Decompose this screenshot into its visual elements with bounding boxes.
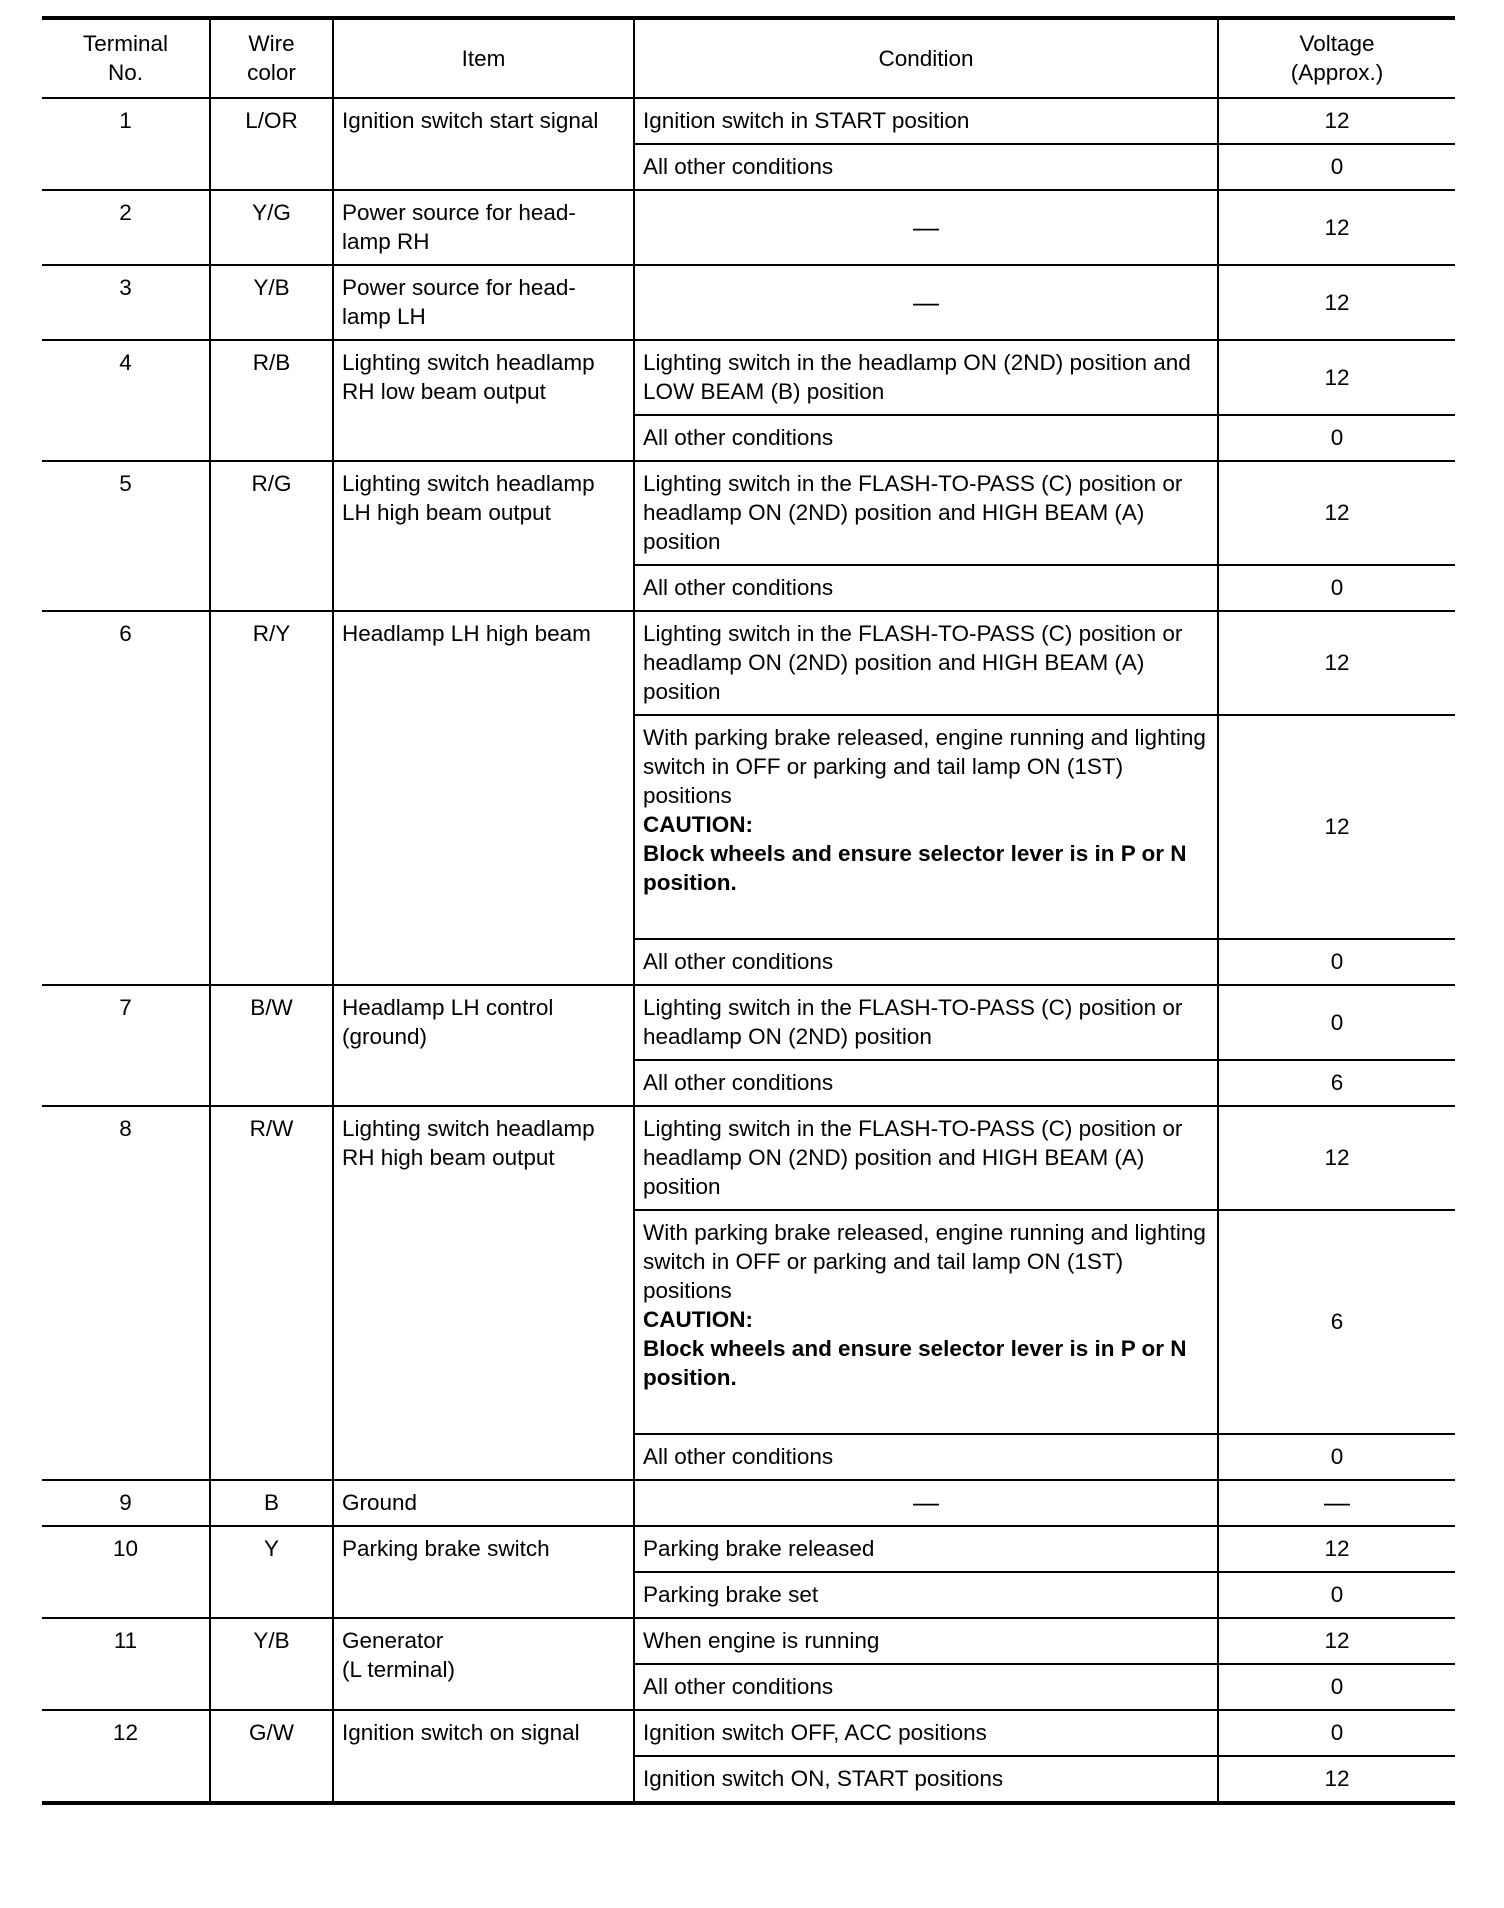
table-row	[42, 1710, 1455, 1756]
condition-text: Lighting switch in the FLASH-TO-PASS (C) position or headlamp ON (2ND) position and HIGH BEAM (A) position	[643, 471, 1183, 554]
item-line: Parking brake switch	[342, 1536, 550, 1561]
header-terminal-no	[42, 18, 210, 98]
item-cell	[333, 340, 634, 461]
voltage-cell: 0	[1218, 939, 1455, 985]
header-voltage	[1218, 18, 1455, 98]
wire-color-cell: Y/G	[210, 190, 333, 265]
item-line: Lighting switch headlamp	[342, 1116, 595, 1141]
condition-cell	[634, 1756, 1218, 1803]
header-wire-line2: color	[247, 60, 296, 85]
terminal-number-cell: 9	[42, 1480, 210, 1526]
condition-cell	[634, 985, 1218, 1060]
condition-text: Parking brake set	[643, 1582, 819, 1607]
voltage-cell: 12	[1218, 190, 1455, 265]
condition-text: All other conditions	[643, 154, 834, 179]
voltage-cell: 12	[1218, 715, 1455, 939]
condition-text: All other conditions	[643, 1674, 834, 1699]
condition-cell	[634, 415, 1218, 461]
header-terminal-line2: No.	[107, 60, 143, 85]
voltage-cell: 0	[1218, 1664, 1455, 1710]
voltage-cell: 12	[1218, 611, 1455, 715]
condition-cell	[634, 565, 1218, 611]
terminal-number-cell: 4	[42, 340, 210, 461]
header-wire-line1: Wire	[248, 31, 295, 56]
wire-color-cell: B/W	[210, 985, 333, 1106]
condition-text: —	[913, 286, 939, 317]
terminal-number-cell: 3	[42, 265, 210, 340]
table-row	[42, 1526, 1455, 1572]
condition-cell	[634, 939, 1218, 985]
voltage-cell: 12	[1218, 340, 1455, 415]
item-line: lamp LH	[342, 304, 426, 329]
header-condition: Condition	[634, 18, 1218, 98]
wire-color-cell: L/OR	[210, 98, 333, 190]
item-line: Ignition switch start signal	[342, 108, 599, 133]
condition-text: With parking brake released, engine running and lighting switch in OFF or parking and tail lamp ON (1ST) positions	[643, 1220, 1206, 1303]
voltage-cell: 6	[1218, 1210, 1455, 1434]
item-line: lamp RH	[342, 229, 430, 254]
condition-cell	[634, 1434, 1218, 1480]
table-row	[42, 190, 1455, 265]
condition-cell	[634, 1664, 1218, 1710]
item-line: (ground)	[342, 1024, 428, 1049]
item-line: (L terminal)	[342, 1657, 455, 1682]
table-row	[42, 265, 1455, 340]
condition-text: All other conditions	[643, 425, 834, 450]
item-cell	[333, 265, 634, 340]
condition-text: Ignition switch OFF, ACC positions	[643, 1720, 987, 1745]
item-cell	[333, 1106, 634, 1480]
table-row	[42, 461, 1455, 565]
terminal-number-cell: 2	[42, 190, 210, 265]
voltage-cell: 12	[1218, 1106, 1455, 1210]
voltage-cell: —	[1218, 1480, 1455, 1526]
item-cell	[333, 461, 634, 611]
condition-cell	[634, 611, 1218, 715]
item-line: Generator	[342, 1628, 444, 1653]
voltage-cell: 0	[1218, 1434, 1455, 1480]
item-cell	[333, 611, 634, 985]
item-line: Headlamp LH high beam	[342, 621, 591, 646]
item-line: Power source for head-	[342, 200, 576, 225]
terminal-number-cell: 1	[42, 98, 210, 190]
wire-color-cell: R/Y	[210, 611, 333, 985]
voltage-cell: 12	[1218, 1526, 1455, 1572]
condition-text: —	[913, 1487, 939, 1517]
wire-color-cell: R/B	[210, 340, 333, 461]
item-line: Lighting switch headlamp	[342, 350, 595, 375]
voltage-cell: 0	[1218, 144, 1455, 190]
voltage-cell: 0	[1218, 415, 1455, 461]
condition-cell	[634, 1480, 1218, 1526]
terminal-number-cell: 12	[42, 1710, 210, 1803]
table-row	[42, 1480, 1455, 1526]
condition-text: Lighting switch in the FLASH-TO-PASS (C) position or headlamp ON (2ND) position and HIGH BEAM (A) position	[643, 1116, 1183, 1199]
condition-cell	[634, 461, 1218, 565]
item-line: LH high beam output	[342, 500, 551, 525]
voltage-cell: 0	[1218, 1572, 1455, 1618]
terminal-table-container	[42, 16, 1455, 1805]
header-voltage-line2: (Approx.)	[1290, 60, 1384, 85]
table-row	[42, 611, 1455, 715]
condition-text: Lighting switch in the FLASH-TO-PASS (C) position or headlamp ON (2ND) position	[643, 995, 1183, 1049]
wire-color-cell: Y/B	[210, 1618, 333, 1710]
condition-cell	[634, 1526, 1218, 1572]
condition-cell	[634, 190, 1218, 265]
condition-text: All other conditions	[643, 575, 834, 600]
terminal-number-cell: 7	[42, 985, 210, 1106]
wire-color-cell: Y/B	[210, 265, 333, 340]
item-line: Ignition switch on signal	[342, 1720, 580, 1745]
caution-label: CAUTION:	[643, 812, 753, 837]
voltage-cell: 6	[1218, 1060, 1455, 1106]
condition-cell	[634, 1210, 1218, 1434]
item-cell	[333, 98, 634, 190]
header-wire-color	[210, 18, 333, 98]
terminal-number-cell: 11	[42, 1618, 210, 1710]
wire-color-cell: R/W	[210, 1106, 333, 1480]
voltage-cell: 0	[1218, 1710, 1455, 1756]
terminal-number-cell: 5	[42, 461, 210, 611]
item-line: Ground	[342, 1490, 418, 1515]
condition-cell	[634, 340, 1218, 415]
header-voltage-line1: Voltage	[1299, 31, 1375, 56]
condition-text: All other conditions	[643, 949, 834, 974]
caution-warning-text: Block wheels and ensure selector lever is in P or N position.	[643, 841, 1187, 895]
terminal-number-cell: 8	[42, 1106, 210, 1480]
terminal-number-cell: 6	[42, 611, 210, 985]
condition-cell	[634, 715, 1218, 939]
condition-text: All other conditions	[643, 1444, 834, 1469]
condition-text: With parking brake released, engine running and lighting switch in OFF or parking and tail lamp ON (1ST) positions	[643, 725, 1206, 808]
terminal-number-cell: 10	[42, 1526, 210, 1618]
condition-text: Lighting switch in the headlamp ON (2ND) position and LOW BEAM (B) position	[643, 350, 1191, 404]
item-cell	[333, 1526, 634, 1618]
item-cell	[333, 985, 634, 1106]
wire-color-cell: B	[210, 1480, 333, 1526]
wire-color-cell: Y	[210, 1526, 333, 1618]
table-row	[42, 340, 1455, 415]
item-line: Power source for head-	[342, 275, 576, 300]
condition-cell	[634, 265, 1218, 340]
table-row	[42, 98, 1455, 144]
header-item: Item	[333, 18, 634, 98]
table-row	[42, 985, 1455, 1060]
condition-cell	[634, 1106, 1218, 1210]
voltage-cell: 12	[1218, 1618, 1455, 1664]
item-cell	[333, 190, 634, 265]
terminal-voltage-table	[42, 16, 1455, 1805]
item-line: RH high beam output	[342, 1145, 555, 1170]
item-line: Headlamp LH control	[342, 995, 554, 1020]
table-header	[42, 18, 1455, 98]
condition-text: Lighting switch in the FLASH-TO-PASS (C) position or headlamp ON (2ND) position and HIGH BEAM (A) position	[643, 621, 1183, 704]
condition-cell	[634, 144, 1218, 190]
item-cell	[333, 1618, 634, 1710]
voltage-cell: 12	[1218, 265, 1455, 340]
voltage-cell: 12	[1218, 98, 1455, 144]
condition-cell	[634, 98, 1218, 144]
item-line: Lighting switch headlamp	[342, 471, 595, 496]
voltage-cell: 12	[1218, 461, 1455, 565]
condition-text: All other conditions	[643, 1070, 834, 1095]
condition-cell	[634, 1572, 1218, 1618]
header-row	[42, 18, 1455, 98]
item-line: RH low beam output	[342, 379, 546, 404]
condition-text: When engine is running	[643, 1628, 880, 1653]
wire-color-cell: G/W	[210, 1710, 333, 1803]
item-cell	[333, 1710, 634, 1803]
table-body	[42, 98, 1455, 1803]
condition-cell	[634, 1710, 1218, 1756]
table-row	[42, 1618, 1455, 1664]
wire-color-cell: R/G	[210, 461, 333, 611]
condition-cell	[634, 1060, 1218, 1106]
item-cell	[333, 1480, 634, 1526]
condition-text: Ignition switch in START position	[643, 108, 970, 133]
condition-text: Parking brake released	[643, 1536, 875, 1561]
voltage-cell: 0	[1218, 565, 1455, 611]
caution-label: CAUTION:	[643, 1307, 753, 1332]
voltage-cell: 12	[1218, 1756, 1455, 1803]
table-row	[42, 1106, 1455, 1210]
header-terminal-line1: Terminal	[82, 31, 169, 56]
condition-text: —	[913, 211, 939, 242]
voltage-cell: 0	[1218, 985, 1455, 1060]
condition-text: Ignition switch ON, START positions	[643, 1766, 1004, 1791]
condition-cell	[634, 1618, 1218, 1664]
caution-warning-text: Block wheels and ensure selector lever is in P or N position.	[643, 1336, 1187, 1390]
